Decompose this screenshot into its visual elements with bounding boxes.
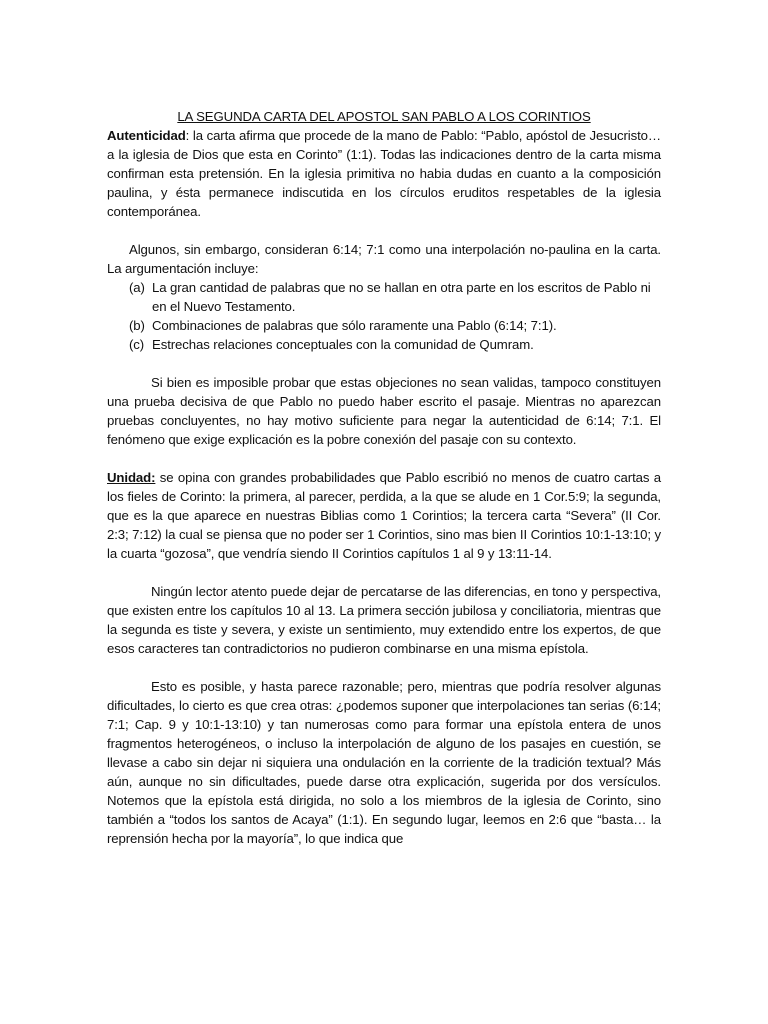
paragraph-autenticidad xyxy=(107,126,661,221)
list-item-text: Combinaciones de palabras que sólo raramente una Pablo (6:14; 7:1). xyxy=(152,318,557,333)
spacer xyxy=(107,658,661,677)
list-marker: (a) xyxy=(129,280,145,295)
list-marker: (c) xyxy=(129,337,145,352)
autenticidad-label: Autenticidad xyxy=(107,128,186,143)
argument-list xyxy=(107,278,661,354)
list-item xyxy=(107,316,661,335)
paragraph-posible: Esto es posible, y hasta parece razonable; pero, mientras que podría resolver algunas dificultades, lo cierto es que crea otras: ¿podemos suponer que interpolaciones tan serias (6:14; 7:1; Cap. 9 y 10:1-13:10) y tan numerosas como para formar una epístola entera de unos fragmentos heterogéneos, o incluso la interpolación de alguno de los pasajes en cuestión, se llevase a cabo sin dejar ni siquiera una ondulación en la corriente de la tradición textual? Más aún, aunque no sin dificultades, puede darse otra explicación, sugerida por dos versículos. Notemos que la epístola está dirigida, no solo a los miembros de la iglesia de Corinto, sino también a “todos los santos de Acaya” (1:1). En segundo lugar, leemos en 2:6 que “basta… la reprensión hecha por la mayoría”, lo que indica que xyxy=(107,679,661,846)
autenticidad-text: : la carta afirma que procede de la mano de Pablo: “Pablo, apóstol de Jesucristo… a la iglesia de Dios que esta en Corinto” (1:1). Todas las indicaciones dentro de la carta misma confirman esta pretensión. En la iglesia primitiva no habia dudas en cuanto a la composición paulina, y ésta permanece indiscutida en los círculos eruditos respetables de la iglesia contemporánea. xyxy=(107,128,661,219)
document-page xyxy=(107,107,661,848)
list-item-text: La gran cantidad de palabras que no se hallan en otra parte en los escritos de Pablo ni en el Nuevo Testamento. xyxy=(152,280,651,314)
unidad-label: Unidad: xyxy=(107,470,156,485)
paragraph-interpolacion: Algunos, sin embargo, consideran 6:14; 7:1 como una interpolación no-paulina en la carta. La argumentación incluye: xyxy=(107,242,661,276)
list-item xyxy=(107,278,661,316)
list-marker: (b) xyxy=(129,318,145,333)
unidad-text: se opina con grandes probabilidades que Pablo escribió no menos de cuatro cartas a los fieles de Corinto: la primera, al parecer, perdida, a la que se alude en 1 Cor.5:9; la segunda, que es la que aparece en nuestras Biblias como 1 Corintios; la tercera carta “Severa” (II Cor. 2:3; 7:12) la cual se piensa que no poder ser 1 Corintios, sino mas bien II Corintios 10:1-13:10; y la cuarta “gozosa”, que vendría siendo II Corintios capítulos 1 al 9 y 13:11-14. xyxy=(107,470,661,561)
spacer xyxy=(107,354,661,373)
paragraph-objeciones: Si bien es imposible probar que estas objeciones no sean validas, tampoco constituyen una prueba decisiva de que Pablo no puedo haber escrito el pasaje. Mientras no aparezcan pruebas concluyentes, no hay motivo suficiente para negar la autenticidad de 6:14; 7:1. El fenómeno que exige explicación es la pobre conexión del pasaje con su contexto. xyxy=(107,375,661,447)
list-item-text: Estrechas relaciones conceptuales con la comunidad de Qumram. xyxy=(152,337,534,352)
spacer xyxy=(107,449,661,468)
spacer xyxy=(107,563,661,582)
paragraph-diferencias: Ningún lector atento puede dejar de percatarse de las diferencias, en tono y perspectiva, que existen entre los capítulos 10 al 13. La primera sección jubilosa y conciliatoria, mientras que la segunda es tiste y severa, y existe un sentimiento, muy extendido entre los expertos, de que esos caracteres tan contradictorios no pudieron combinarse en una misma epístola. xyxy=(107,584,661,656)
paragraph-unidad xyxy=(107,468,661,563)
document-title: LA SEGUNDA CARTA DEL APOSTOL SAN PABLO A LOS CORINTIOS xyxy=(177,109,591,124)
list-item xyxy=(107,335,661,354)
spacer xyxy=(107,221,661,240)
